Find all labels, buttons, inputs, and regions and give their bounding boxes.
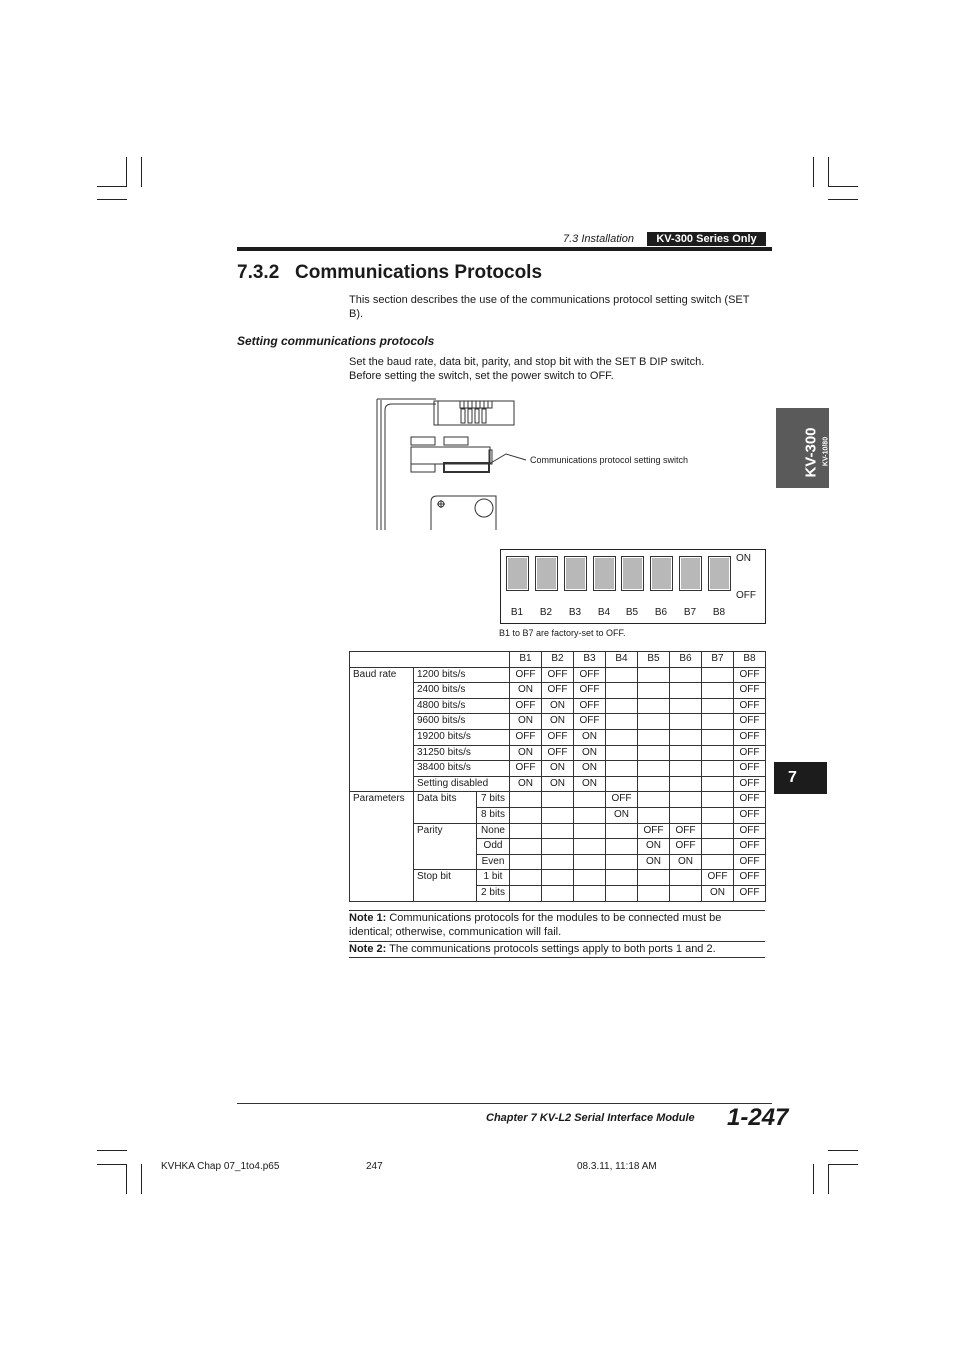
table-cell: [702, 714, 734, 730]
crop-mark: [828, 186, 858, 187]
switch-label: B2: [539, 607, 553, 618]
table-cell: OFF: [638, 823, 670, 839]
switch-on-label: ON: [736, 553, 751, 564]
dip-switch-b4: [593, 556, 616, 591]
table-cell: OFF: [734, 823, 766, 839]
dip-switch-b2: [535, 556, 558, 591]
table-cell: ON: [542, 761, 574, 777]
table-cell: [510, 870, 542, 886]
table-cell: [510, 807, 542, 823]
table-cell: OFF: [670, 823, 702, 839]
switch-label: B7: [683, 607, 697, 618]
row-sublabel: Stop bit: [414, 870, 477, 901]
table-cell: [638, 729, 670, 745]
table-cell: OFF: [510, 698, 542, 714]
table-cell: OFF: [574, 683, 606, 699]
table-cell: [606, 839, 638, 855]
table-cell: OFF: [734, 698, 766, 714]
table-cell: ON: [510, 714, 542, 730]
table-cell: [542, 854, 574, 870]
table-cell: [606, 761, 638, 777]
table-cell: [606, 870, 638, 886]
table-cell: OFF: [734, 714, 766, 730]
table-cell: [670, 698, 702, 714]
table-cell: ON: [606, 807, 638, 823]
row-option: Odd: [477, 839, 510, 855]
note-text: Communications protocols for the modules to be connected must be identical; otherwise, communication will fail.: [349, 912, 722, 938]
crop-mark: [97, 1164, 127, 1165]
crop-mark: [828, 1164, 858, 1165]
note-label: Note 2:: [349, 943, 387, 955]
table-cell: [606, 854, 638, 870]
table-cell: OFF: [734, 854, 766, 870]
table-body: [350, 652, 766, 902]
row-label: 2400 bits/s: [414, 683, 510, 699]
table-cell: ON: [574, 745, 606, 761]
table-cell: [574, 807, 606, 823]
crop-mark: [828, 1150, 858, 1151]
table-cell: [670, 776, 702, 792]
column-header: B5: [638, 652, 670, 668]
crop-mark: [141, 157, 142, 187]
table-cell: OFF: [510, 729, 542, 745]
table-cell: ON: [670, 854, 702, 870]
table-cell: OFF: [542, 667, 574, 683]
table-cell: [638, 698, 670, 714]
row-option: 1 bit: [477, 870, 510, 886]
table-cell: [574, 885, 606, 901]
table-cell: ON: [638, 854, 670, 870]
table-cell: [606, 729, 638, 745]
table-cell: [574, 870, 606, 886]
table-cell: [606, 698, 638, 714]
table-cell: [510, 854, 542, 870]
header-section: 7.3 Installation: [563, 233, 634, 245]
column-header: B4: [606, 652, 638, 668]
table-cell: OFF: [670, 839, 702, 855]
footer-chapter: Chapter 7 KV-L2 Serial Interface Module: [486, 1112, 695, 1124]
table-cell: OFF: [574, 698, 606, 714]
switch-off-label: OFF: [736, 590, 756, 601]
table-cell: [702, 729, 734, 745]
crop-mark: [813, 1164, 814, 1194]
row-option: None: [477, 823, 510, 839]
table-cell: [702, 823, 734, 839]
table-cell: ON: [574, 761, 606, 777]
table-cell: ON: [702, 885, 734, 901]
table-cell: [542, 807, 574, 823]
dip-switch-b5: [621, 556, 644, 591]
table-cell: [510, 839, 542, 855]
row-option: Even: [477, 854, 510, 870]
crop-mark: [141, 1164, 142, 1194]
table-cell: [542, 792, 574, 808]
table-cell: ON: [510, 776, 542, 792]
table-cell: OFF: [542, 683, 574, 699]
column-header: B1: [510, 652, 542, 668]
switch-label: B8: [712, 607, 726, 618]
table-cell: ON: [574, 776, 606, 792]
note-label: Note 1:: [349, 912, 387, 924]
table-cell: OFF: [574, 667, 606, 683]
switch-label: B3: [568, 607, 582, 618]
column-header: B2: [542, 652, 574, 668]
crop-mark: [126, 1164, 127, 1194]
table-cell: [702, 776, 734, 792]
header-rule: [237, 247, 772, 251]
switch-label: B1: [510, 607, 524, 618]
module-illustration: [376, 398, 696, 532]
table-cell: [638, 870, 670, 886]
row-sublabel: Data bits: [414, 792, 477, 823]
table-cell: [638, 776, 670, 792]
table-cell: [638, 792, 670, 808]
table-cell: [702, 745, 734, 761]
row-label: 31250 bits/s: [414, 745, 510, 761]
table-cell: OFF: [734, 745, 766, 761]
table-cell: ON: [510, 745, 542, 761]
table-cell: OFF: [734, 839, 766, 855]
table-cell: [606, 745, 638, 761]
crop-mark: [97, 199, 127, 200]
table-cell: [670, 885, 702, 901]
intro-paragraph: This section describes the use of the communications protocol setting switch (SET B).: [349, 294, 750, 320]
table-cell: [606, 683, 638, 699]
table-row: [350, 792, 766, 808]
factory-setting-note: B1 to B7 are factory-set to OFF.: [499, 628, 626, 638]
table-cell: OFF: [734, 776, 766, 792]
subheading: Setting communications protocols: [237, 334, 435, 348]
table-cell: [574, 823, 606, 839]
table-cell: [638, 745, 670, 761]
table-cell: ON: [542, 714, 574, 730]
model-tab-sub: KV-10/80: [822, 436, 830, 467]
table-cell: [702, 854, 734, 870]
crop-mark: [813, 157, 814, 187]
table-cell: [670, 792, 702, 808]
table-cell: [574, 839, 606, 855]
table-cell: OFF: [734, 885, 766, 901]
dip-switch-b7: [679, 556, 702, 591]
table-cell: [638, 683, 670, 699]
section-title: Communications Protocols: [295, 262, 543, 283]
table-cell: [670, 729, 702, 745]
column-header: B3: [574, 652, 606, 668]
row-label: 9600 bits/s: [414, 714, 510, 730]
row-label: Setting disabled: [414, 776, 510, 792]
table-cell: ON: [542, 698, 574, 714]
section-number: 7.3.2: [237, 262, 280, 283]
slug-page: 247: [366, 1161, 383, 1172]
table-cell: OFF: [734, 807, 766, 823]
series-badge: KV-300 Series Only: [647, 232, 766, 246]
table-cell: [670, 683, 702, 699]
table-cell: [606, 885, 638, 901]
table-row: [350, 667, 766, 683]
row-option: 7 bits: [477, 792, 510, 808]
column-header: B8: [734, 652, 766, 668]
table-cell: [670, 745, 702, 761]
page-number: 1-247: [727, 1104, 789, 1131]
table-cell: ON: [542, 776, 574, 792]
table-cell: OFF: [702, 870, 734, 886]
table-cell: OFF: [510, 761, 542, 777]
table-cell: ON: [574, 729, 606, 745]
table-cell: OFF: [734, 870, 766, 886]
note-text: The communications protocols settings apply to both ports 1 and 2.: [386, 943, 716, 955]
dip-switch-b8: [708, 556, 731, 591]
table-cell: [670, 870, 702, 886]
column-header: B7: [702, 652, 734, 668]
dip-switch-b3: [564, 556, 587, 591]
table-header-row: [350, 652, 766, 668]
table-cell: [670, 761, 702, 777]
dip-switch-b1: [506, 556, 529, 591]
table-cell: OFF: [574, 714, 606, 730]
table-cell: [638, 885, 670, 901]
table-cell: [702, 761, 734, 777]
row-group-label: Parameters: [350, 792, 414, 901]
table-cell: [670, 807, 702, 823]
table-cell: [606, 823, 638, 839]
chapter-tab: 7: [774, 762, 827, 794]
dip-switch-b6: [650, 556, 673, 591]
table-cell: [574, 792, 606, 808]
instruction-line: Before setting the switch, set the power switch to OFF.: [349, 370, 614, 382]
switch-label: B6: [654, 607, 668, 618]
row-sublabel: Parity: [414, 823, 477, 870]
table-cell: [702, 683, 734, 699]
switch-label: B5: [625, 607, 639, 618]
table-cell: [702, 839, 734, 855]
table-cell: [702, 667, 734, 683]
table-cell: [606, 776, 638, 792]
footer-rule: [237, 1103, 772, 1104]
table-cell: [542, 839, 574, 855]
slug-file: KVHKA Chap 07_1to4.p65: [161, 1161, 280, 1172]
model-side-tab: [776, 408, 829, 488]
note-1: [349, 911, 765, 939]
table-cell: ON: [638, 839, 670, 855]
table-cell: OFF: [542, 729, 574, 745]
switch-label: B4: [597, 607, 611, 618]
row-label: 38400 bits/s: [414, 761, 510, 777]
page-title: [237, 262, 542, 284]
table-cell: OFF: [606, 792, 638, 808]
row-option: 2 bits: [477, 885, 510, 901]
table-cell: OFF: [734, 792, 766, 808]
crop-mark: [828, 1164, 829, 1194]
table-cell: [702, 792, 734, 808]
crop-mark: [126, 157, 127, 187]
note-divider: [349, 957, 765, 958]
table-cell: [510, 885, 542, 901]
table-cell: [606, 714, 638, 730]
table-cell: [542, 870, 574, 886]
table-cell: [638, 714, 670, 730]
table-cell: [702, 807, 734, 823]
table-cell: [542, 885, 574, 901]
table-cell: [542, 823, 574, 839]
table-cell: OFF: [510, 667, 542, 683]
row-label: 4800 bits/s: [414, 698, 510, 714]
crop-mark: [828, 157, 829, 187]
row-label: 1200 bits/s: [414, 667, 510, 683]
table-cell: [670, 667, 702, 683]
note-2: [349, 942, 765, 956]
table-cell: OFF: [542, 745, 574, 761]
table-cell: [702, 698, 734, 714]
table-cell: OFF: [734, 761, 766, 777]
table-cell: OFF: [734, 667, 766, 683]
table-cell: [510, 823, 542, 839]
instruction-line: Set the baud rate, data bit, parity, and stop bit with the SET B DIP switch.: [349, 356, 705, 368]
column-header: B6: [670, 652, 702, 668]
row-option: 8 bits: [477, 807, 510, 823]
switch-callout: Communications protocol setting switch: [530, 455, 689, 465]
table-cell: [606, 667, 638, 683]
table-cell: [638, 761, 670, 777]
table-cell: ON: [510, 683, 542, 699]
table-cell: [574, 854, 606, 870]
row-group-label: Baud rate: [350, 667, 414, 792]
slug-date: 08.3.11, 11:18 AM: [577, 1161, 657, 1172]
table-cell: [638, 667, 670, 683]
row-label: 19200 bits/s: [414, 729, 510, 745]
table-cell: [638, 807, 670, 823]
crop-mark: [97, 1150, 127, 1151]
protocol-settings-table: [349, 651, 766, 902]
crop-mark: [828, 199, 858, 200]
crop-mark: [97, 186, 127, 187]
table-cell: OFF: [734, 729, 766, 745]
model-tab-main: KV-300: [802, 427, 820, 478]
table-cell: [670, 714, 702, 730]
dip-switch-diagram: [500, 549, 766, 624]
table-cell: [510, 792, 542, 808]
table-cell: OFF: [734, 683, 766, 699]
